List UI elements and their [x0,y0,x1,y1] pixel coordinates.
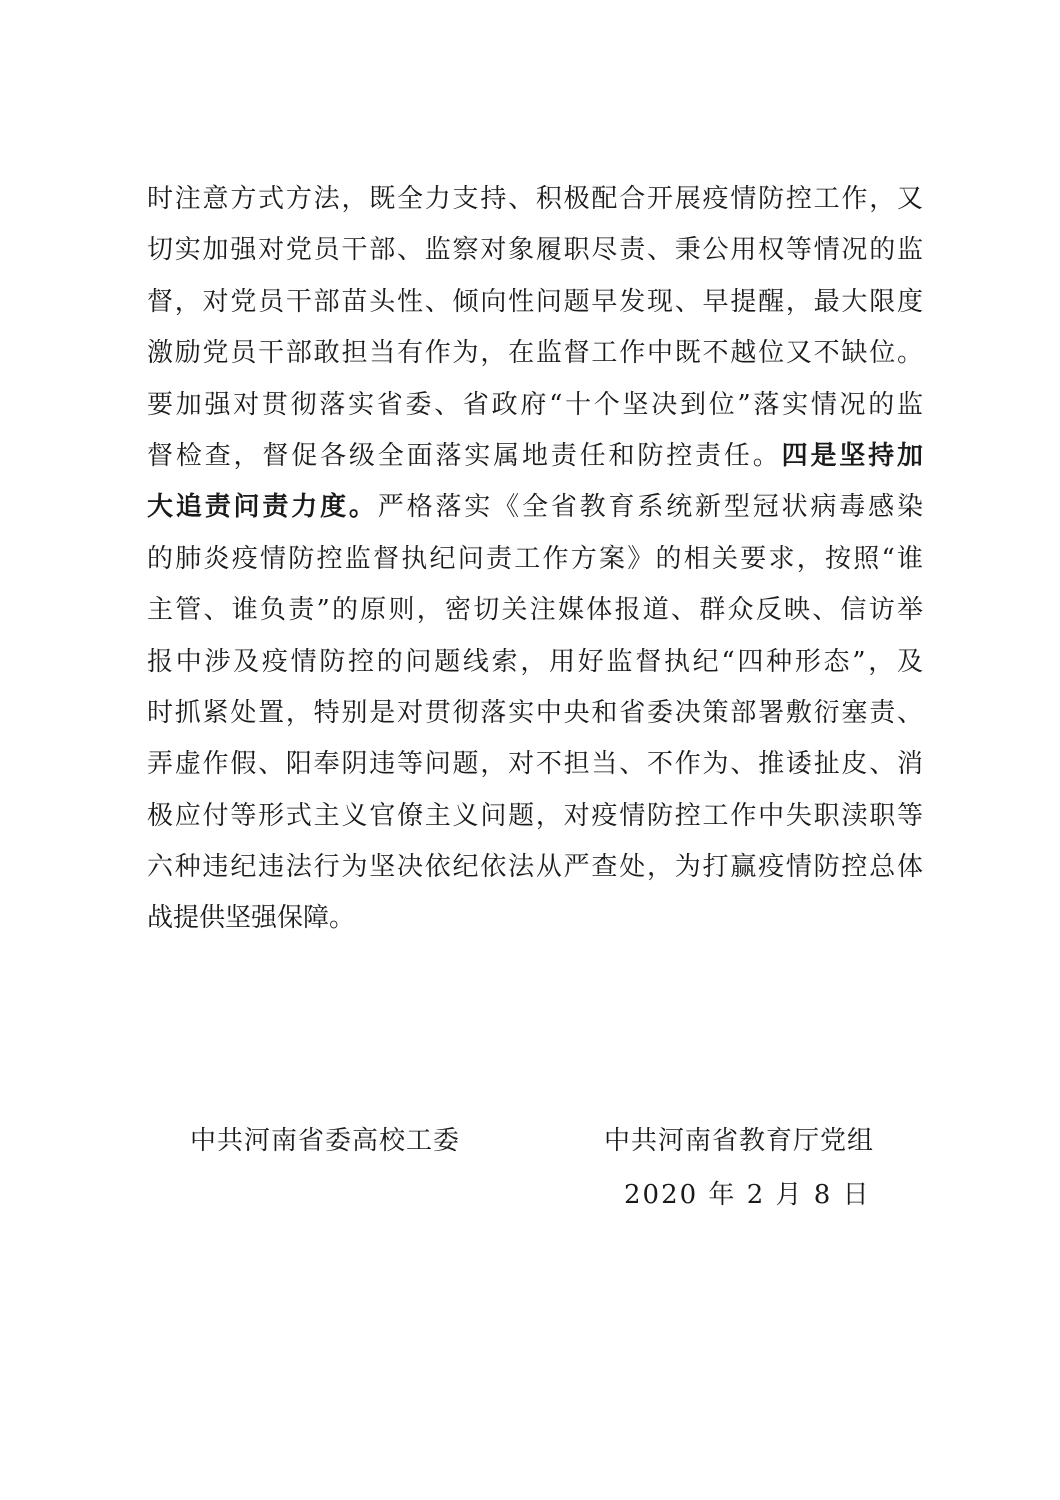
paragraph-line: 弄虚作假、阳奉阴违等问题，对不担当、不作为、推诿扯皮、消 [147,749,923,780]
paragraph-line: 切实加强对党员干部、监察对象履职尽责、秉公用权等情况的监 [147,235,923,266]
signature-left: 中共河南省委高校工委 [190,1126,461,1156]
paragraph-line: 时抓紧处置，特别是对贯彻落实中央和省委决策部署敷衍塞责、 [147,697,923,728]
paragraph-line: 要加强对贯彻落实省委、省政府“十个坚决到位”落实情况的监 [147,389,923,420]
paragraph-line: 督，对党员干部苗头性、倾向性问题早发现、早提醒，最大限度 [147,286,923,317]
paragraph-line-mixed [147,482,923,533]
paragraph-line: 主管、谁负责”的原则，密切关注媒体报道、群众反映、信访举 [147,595,923,626]
bold-heading-text: 大追责问责力度。 [147,492,378,523]
paragraph-line: 时注意方式方法，既全力支持、积极配合开展疫情防控工作，又 [147,184,923,214]
bold-heading-text: 四是坚持加 [781,440,923,471]
signature-right: 中共河南省教育厅党组 [604,1126,875,1156]
paragraph-line-mixed [147,431,923,482]
paragraph-line: 战提供坚强保障。 [147,903,356,934]
document-date: 2020 年 2 月 8 日 [624,1180,871,1210]
paragraph-line: 的肺炎疫情防控监督执纪问责工作方案》的相关要求，按照“谁 [147,543,923,574]
paragraph-line: 极应付等形式主义官僚主义问题，对疫情防控工作中失职渎职等 [147,800,923,831]
normal-text: 严格落实《全省教育系统新型冠状病毒感染 [377,492,923,523]
body-text [147,174,923,945]
paragraph-line: 激励党员干部敢担当有作为，在监督工作中既不越位又不缺位。 [147,338,923,369]
normal-text: 督检查，督促各级全面落实属地责任和防控责任。 [147,440,782,471]
paragraph-line: 报中涉及疫情防控的问题线索，用好监督执纪“四种形态”，及 [147,646,923,677]
paragraph-line: 六种违纪违法行为坚决依纪依法从严查处，为打赢疫情防控总体 [147,852,923,883]
